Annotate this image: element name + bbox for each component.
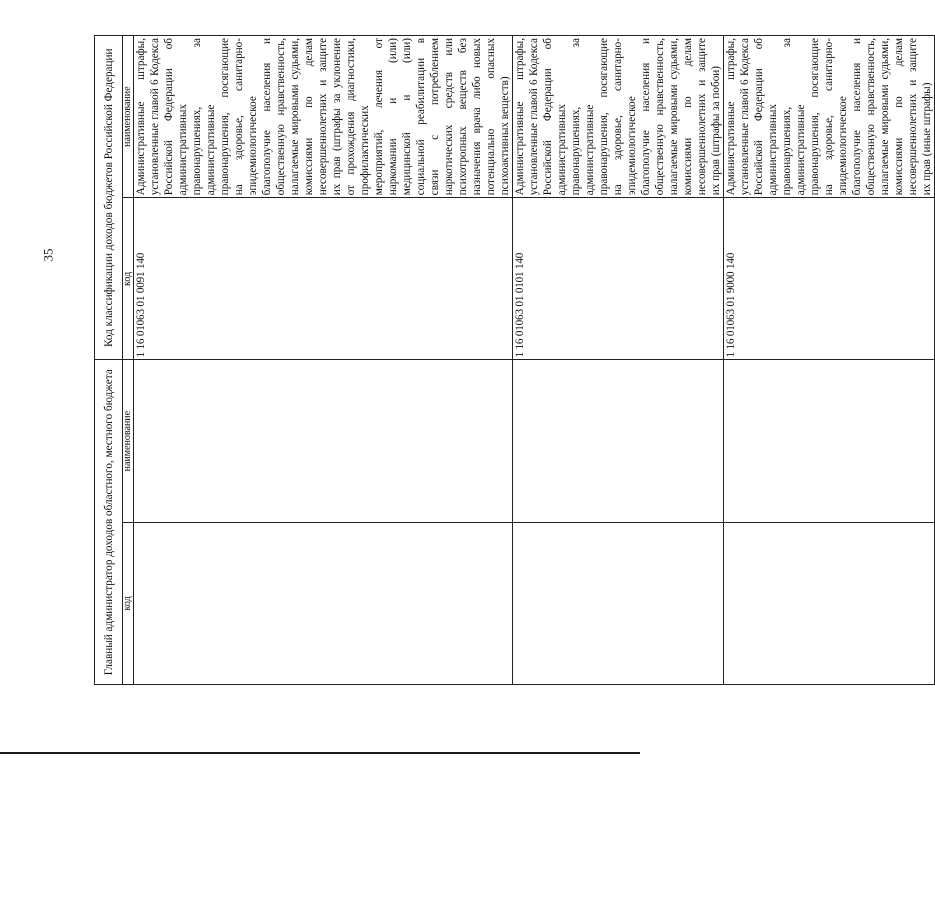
table-row xyxy=(513,36,724,685)
admin-code-header: код xyxy=(123,522,134,684)
budget-code-header: код xyxy=(123,198,134,360)
budget-code-group-header: Код классификации доходов бюджетов Российской Федерации xyxy=(95,36,123,361)
income-name-cell: Административные штрафы, установленные главой 6 Кодекса Российской Федерации об административных правонарушениях, за административные правонарушения, посягающие на здоровье, санитарно-эпидемиологическое благополучие населения и общественную нравственность, налагаемые мировыми судьями, комиссиями по делам несовершеннолетних и защите их прав (штрафы за уклонение от прохождения диагностики, профилактических мероприятий, лечения от наркомании и (или) медицинской и (или) социальной реабилитации в связи с потреблением наркотических средств или психотропных веществ без назначения врача либо новых потенциально опасных психоактивных веществ) xyxy=(134,36,513,198)
admin-name-cell xyxy=(724,360,935,522)
admin-name-header: наименование xyxy=(123,360,134,522)
admin-code-cell xyxy=(724,522,935,684)
header-row-columns xyxy=(123,36,134,685)
rotated-table-container xyxy=(94,35,933,685)
admin-name-cell xyxy=(513,360,724,522)
admin-name-cell xyxy=(134,360,513,522)
income-classification-table xyxy=(94,35,935,685)
income-code-cell: 1 16 01063 01 0091 140 xyxy=(134,198,513,360)
table-row xyxy=(134,36,513,685)
page-number: 35 xyxy=(40,248,56,262)
admin-code-cell xyxy=(513,522,724,684)
page-divider-line xyxy=(0,752,640,754)
budget-name-header: наименование xyxy=(123,36,134,198)
income-code-cell: 1 16 01063 01 9000 140 xyxy=(724,198,935,360)
income-name-cell: Административные штрафы, установленные главой 6 Кодекса Российской Федерации об административных правонарушениях, за административные правонарушения, посягающие на здоровье, санитарно-эпидемиологическое благополучие населения и общественную нравственность, налагаемые мировыми судьями, комиссиями по делам несовершеннолетних и защите их прав (штрафы за побои) xyxy=(513,36,724,198)
income-name-cell: Административные штрафы, установленные главой 6 Кодекса Российской Федерации об административных правонарушениях, за административные правонарушения, посягающие на здоровье, санитарно-эпидемиологическое благополучие населения и общественную нравственность, налагаемые мировыми судьями, комиссиями по делам несовершеннолетних и защите их прав (иные штрафы) xyxy=(724,36,935,198)
header-row-groups xyxy=(95,36,123,685)
admin-group-header: Главный администратор доходов областного, местного бюджета xyxy=(95,360,123,685)
admin-code-cell xyxy=(134,522,513,684)
income-code-cell: 1 16 01063 01 0101 140 xyxy=(513,198,724,360)
table-row xyxy=(724,36,935,685)
